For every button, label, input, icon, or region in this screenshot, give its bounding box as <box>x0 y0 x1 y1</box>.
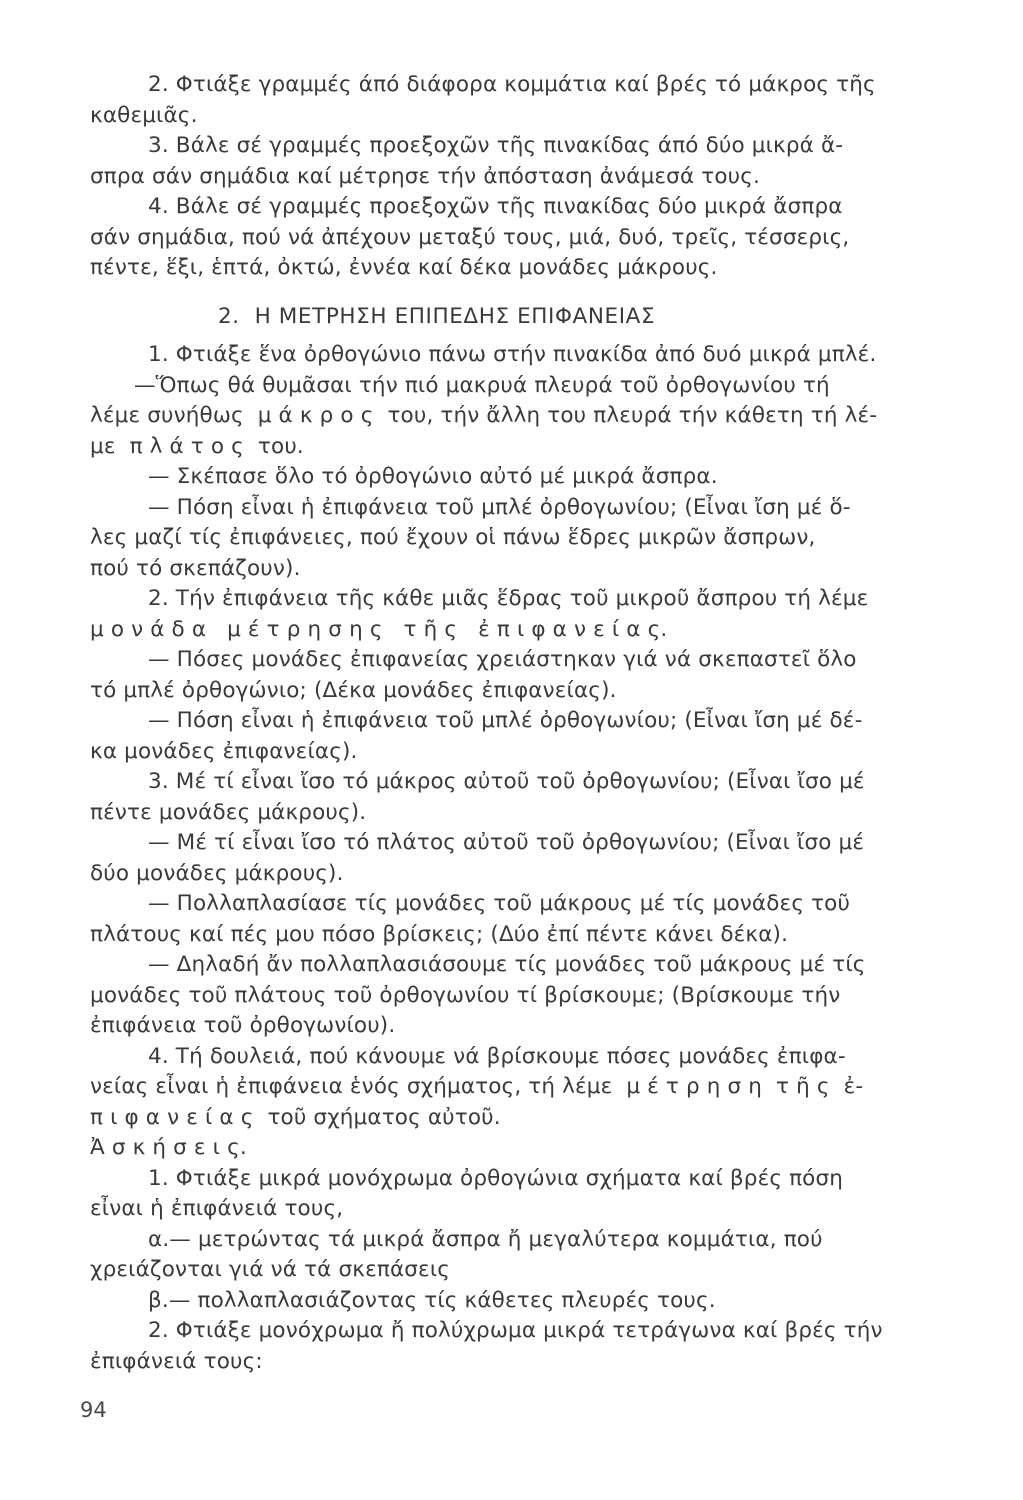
text-line: — Πόσες μονάδες ἐπιφανείας χρειάστηκαν γιά νά σκεπαστεῖ ὅλο <box>148 647 857 672</box>
text-line: πέντε, ἕξι, ἑπτά, ὀκτώ, ἐννέα καί δέκα μονάδες μάκρους. <box>90 255 718 280</box>
text-line: πού τό σκεπάζουν). <box>90 555 301 581</box>
page-number: 94 <box>80 1398 107 1422</box>
text-line: — Σκέπασε ὅλο τό ὀρθογώνιο αὐτό μέ μικρά ἄσπρα. <box>148 464 718 489</box>
page-body <box>90 70 935 1377</box>
text-line: β.— πολλαπλασιάζοντας τίς κάθετες πλευρές τους. <box>148 1287 716 1313</box>
text-line: ἐπιφάνειά τους: <box>90 1348 263 1374</box>
exercises-heading: Ἀ σ κ ή σ ε ι ς. <box>90 1135 247 1160</box>
text-line: ἐπιφάνεια τοῦ ὀρθογωνίου). <box>90 1013 396 1038</box>
text-line: 1. Φτιάξε ἕνα ὀρθογώνιο πάνω στήν πινακίδα ἀπό δυό μικρά μπλέ. <box>148 342 877 367</box>
text-line: 3. Μέ τί εἶναι ἴσο τό μάκρος αὐτοῦ τοῦ ὀρθογωνίου; (Εἶναι ἴσο μέ <box>148 769 865 794</box>
text-line: α.— μετρώντας τά μικρά ἄσπρα ἤ μεγαλύτερα κομμάτια, πού <box>148 1226 823 1252</box>
text-line: καθεμιᾶς. <box>90 102 198 128</box>
text-line: 1. Φτιάξε μικρά μονόχρωμα ὀρθογώνια σχήματα καί βρές πόση <box>148 1165 844 1191</box>
text-line: πλάτους καί πές μου πόσο βρίσκεις; (Δύο ἐπί πέντε κάνει δέκα). <box>90 921 789 947</box>
text-line: 4. Τή δουλειά, πού κάνουμε νά βρίσκουμε πόσες μονάδες ἐπιφα- <box>148 1043 846 1069</box>
text-line: π ι φ α ν ε ί α ς τοῦ σχήματος αὐτοῦ. <box>90 1104 501 1130</box>
text-line: λες μαζί τίς ἐπιφάνειες, πού ἔχουν οἱ πάνω ἕδρες μικρῶν ἄσπρων, <box>90 525 816 550</box>
text-line: — Πόση εἶναι ἡ ἐπιφάνεια τοῦ μπλέ ὀρθογωνίου; (Εἶναι ἴση μέ ὅ- <box>148 494 851 520</box>
text-line: — Πολλαπλασίασε τίς μονάδες τοῦ μάκρους μέ τίς μονάδες τοῦ <box>148 891 851 916</box>
text-line: μονάδες τοῦ πλάτους τοῦ ὀρθογωνίου τί βρίσκουμε; (Βρίσκουμε τήν <box>90 982 841 1008</box>
text-line: 4. Βάλε σέ γραμμές προεξοχῶν τῆς πινακίδας δύο μικρά ἄσπρα <box>148 194 843 219</box>
text-line: 2. Φτιάξε μονόχρωμα ἤ πολύχρωμα μικρά τετράγωνα καί βρές τήν <box>148 1318 883 1343</box>
text-line: τό μπλέ ὀρθογώνιο; (Δέκα μονάδες ἐπιφανείας). <box>90 677 617 703</box>
text-line: κα μονάδες ἐπιφανείας). <box>90 738 358 764</box>
text-line: μ ο ν ά δ α μ έ τ ρ η σ η ς τ ῆ ς ἐ π ι φ α ν ε ί α ς. <box>90 616 668 642</box>
text-line: νείας εἶναι ἡ ἐπιφάνεια ἑνός σχήματος, τή λέμε μ έ τ ρ η σ η τ ῆ ς ἐ- <box>90 1074 864 1099</box>
text-line: — Μέ τί εἶναι ἴσο τό πλάτος αὐτοῦ τοῦ ὀρθογωνίου; (Εἶναι ἴσο μέ <box>148 830 865 855</box>
text-line: με π λ ά τ ο ς του. <box>90 433 304 459</box>
text-line: 2. Φτιάξε γραμμές άπό διάφορα κομμάτια καί βρές τό μάκρος τῆς <box>148 72 876 97</box>
text-line: σπρα σάν σημάδια καί μέτρησε τήν ἀπόσταση ἀνάμεσά τους. <box>90 163 761 189</box>
text-line: 2. Τήν ἐπιφάνεια τῆς κάθε μιᾶς ἕδρας τοῦ μικροῦ ἄσπρου τή λέμε <box>148 586 869 611</box>
text-line: — Πόση εἶναι ἡ ἐπιφάνεια τοῦ μπλέ ὀρθογωνίου; (Εἶναι ἴση μέ δέ- <box>148 708 863 733</box>
text-line: εἶναι ἡ ἐπιφάνειά τους, <box>90 1196 344 1221</box>
text-line: 3. Βάλε σέ γραμμές προεξοχῶν τῆς πινακίδας άπό δύο μικρά ἄ- <box>148 133 844 158</box>
text-line: πέντε μονάδες μάκρους). <box>90 799 367 825</box>
text-line: χρειάζονται γιά νά τά σκεπάσεις <box>90 1257 451 1282</box>
section-heading: 2. Η ΜΕΤΡΗΣΗ ΕΠΙΠΕΔΗΣ ΕΠΙΦΑΝΕΙΑΣ <box>218 303 656 329</box>
text-line: σάν σημάδια, πού νά ἀπέχουν μεταξύ τους, μιά, δυό, τρεῖς, τέσσερις, <box>90 224 850 250</box>
text-line: —Ὅπως θά θυμᾶσαι τήν πιό μακρυά πλευρά τοῦ ὀρθογωνίου τή <box>134 372 830 398</box>
text-line: λέμε συνήθως μ ά κ ρ ο ς του, τήν ἄλλη του πλευρά τήν κάθετη τή λέ- <box>90 403 878 428</box>
text-line: δύο μονάδες μάκρους). <box>90 860 344 886</box>
text-line: — Δηλαδή ἄν πολλαπλασιάσουμε τίς μονάδες τοῦ μάκρους μέ τίς <box>148 952 866 977</box>
